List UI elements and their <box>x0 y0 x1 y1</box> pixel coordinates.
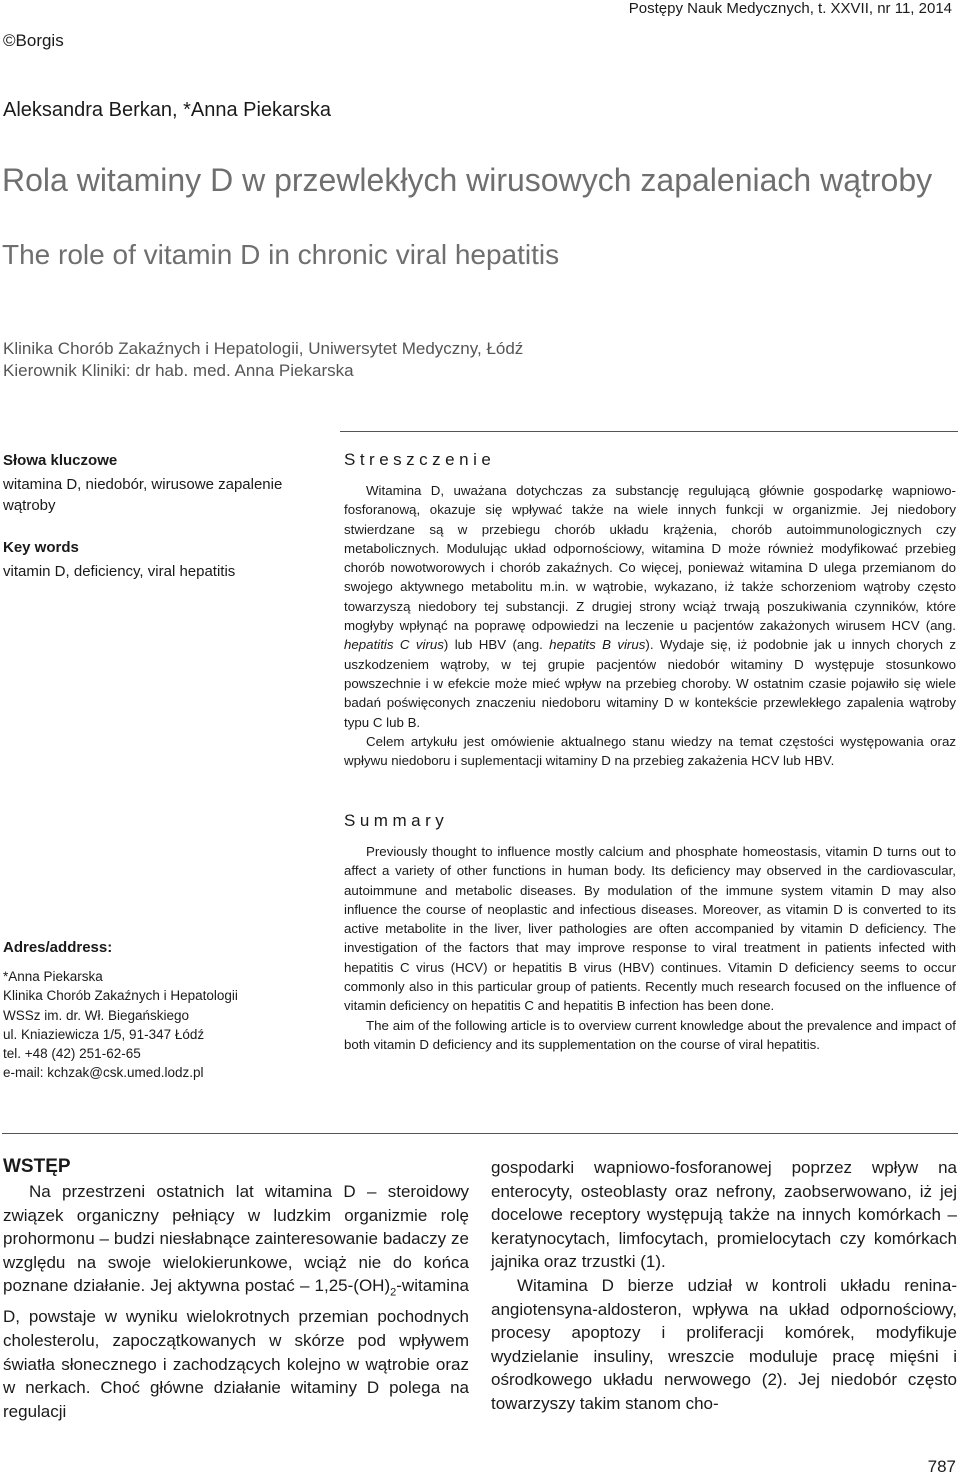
affiliation-line: Kierownik Kliniki: dr hab. med. Anna Piekarska <box>3 361 354 380</box>
abstract-polish <box>344 481 956 770</box>
journal-header: Postępy Nauk Medycznych, t. XXVII, nr 11, 2014 <box>628 0 952 17</box>
publisher-label: ©Borgis <box>3 31 64 50</box>
abstract-english <box>344 842 956 1054</box>
address-line: Klinika Chorób Zakaźnych i Hepatologii <box>3 988 238 1004</box>
divider <box>340 431 958 432</box>
body-paragraph: gospodarki wapniowo-fosforanowej poprzez wpływ na enterocyty, osteoblasty oraz nefrony, zaobserwowano, iż jej docelowe receptory występują także na innych komórkach – keratynocytach, limfocytach, promielocytach czy komórkach jajnika oraz trzustki (1). <box>491 1158 957 1272</box>
keywords-pl-text: witamina D, niedobór, wirusowe zapalenie wątroby <box>3 476 283 514</box>
body-column-right <box>491 1156 957 1416</box>
affiliation-line: Klinika Chorób Zakaźnych i Hepatologii, Uniwersytet Medyczny, Łódź <box>3 339 524 358</box>
keywords-pl-heading: Słowa kluczowe <box>3 452 118 469</box>
address-line: ul. Kniaziewicza 1/5, 91-347 Łódź <box>3 1026 205 1042</box>
keywords-en-heading: Key words <box>3 539 79 556</box>
section-heading-wstep: WSTĘP <box>3 1156 71 1177</box>
summary-heading: Summary <box>344 811 449 830</box>
title-polish: Rola witaminy D w przewlekłych wirusowych zapaleniach wątroby <box>2 162 933 198</box>
keywords-en-text: vitamin D, deficiency, viral hepatitis <box>3 563 236 580</box>
title-english: The role of vitamin D in chronic viral hepatitis <box>2 239 560 270</box>
affiliation <box>3 338 523 382</box>
address-line: tel. +48 (42) 251-62-65 <box>3 1046 141 1062</box>
body-paragraph: Witamina D bierze udział w kontroli układu renina-angiotensyna-aldosteron, wpływa na układ odpornościowy, procesy apoptozy i proliferacji komórek, modyfikuje wydzielanie insuliny, wreszcie moduluje pracę mięśni i ośrodkowego układu nerwowego (2). Jej niedobór często towarzyszy takim stanom cho- <box>491 1275 957 1413</box>
address-line: WSSz im. dr. Wł. Biegańskiego <box>3 1007 190 1023</box>
author-list: Aleksandra Berkan, *Anna Piekarska <box>3 99 331 121</box>
abstract-paragraph: Previously thought to influence mostly calcium and phosphate homeostasis, vitamin D turns out to affect a variety of other functions in human body. Its deficiency may observed in the cardiovascular, autoimmune and metabolic diseases. By modulation of the immune system vitamin D may also influence the course of neoplastic and infectious diseases. Moreover, as vitamin D is converted to its active metabolite in the liver, liver pathologies are often accompanied by vitamin D deficiency. The investigation of the factors that may improve response to viral treatment in patients infected with hepatitis C virus (HCV) or hepatitis B virus (HBV) continues. Vitamin D deficiency seems to occur commonly also in this particular group of patients. Recently much research focused on the influence of vitamin deficiency on hepatitis C and hepatitis B infection has been done. <box>344 844 956 1014</box>
abstract-paragraph: Witamina D, uważana dotychczas za substancję regulującą głównie gospodarkę wapniowo-fosforanową, okazuje się wpływać także na wiele innych funkcji w organizmie. Jej niedobory stwierdzane są w przebiegu chorób układu krążenia, chorób autoimmunologicznych czy metabolicznych. Modulując układ odpornościowy, witamina D może również modyfikować przebieg chorób nowotworowych i chorób zakaźnych. Co więcej, ponieważ witamina D ulega przemianom do swojego aktywnego metabolitu m.in. w wątrobie, wykazano, iż także schorzeniom wątroby często towarzyszą niedobory tej substancji. Z drugiej strony wciąż trwają poszukiwania czynników, które mogłyby wpłynąć na poprawę odpowiedzi na leczenie u pacjentów zakażonych wirusem HCV (ang. hepatitis C virus) lub HBV (ang. hepatits B virus). Wydaje się, iż podobnie jak u innych chorych z uszkodzeniem wątroby, w tej grupie pacjentów niedobór witaminy D występuje stosunkowo powszechnie i w efekcie może mieć wpływ na przebieg choroby. W ostatnim czasie pojawiło się wiele badań poświęconych znaczeniu niedoboru witaminy D w kontekście przewlekłego zapalenia wątroby typu C lub B. <box>344 483 956 730</box>
body-column-left <box>3 1180 469 1423</box>
abstract-paragraph: The aim of the following article is to overview current knowledge about the prevalence and impact of both vitamin D deficiency and its supplementation on the course of viral hepatitis. <box>344 1017 956 1052</box>
email-link[interactable]: e-mail: kchzak@csk.umed.lodz.pl <box>3 1065 204 1081</box>
page-number: 787 <box>927 1457 956 1476</box>
streszczenie-heading: Streszczenie <box>344 450 496 469</box>
abstract-paragraph: Celem artykułu jest omówienie aktualnego stanu wiedzy na temat częstości występowania oraz wpływu niedoboru i suplementacji witaminy D na przebieg zakażenia HCV lub HBV. <box>344 733 956 769</box>
address-line: *Anna Piekarska <box>3 969 103 985</box>
keywords-panel <box>3 451 303 582</box>
address-label: Adres/address: <box>3 939 113 956</box>
correspondence-address <box>3 938 323 1082</box>
divider <box>2 1133 958 1134</box>
body-paragraph: Na przestrzeni ostatnich lat witamina D – steroidowy związek organiczny pełniący w ludzkim organizmie rolę prohormonu – budzi niesłabnące zainteresowanie badaczy ze względu na swoje wielokierunkowe, wciąż nie do końca poznane działanie. Jej aktywna postać – $1,25-(OH)_2$-witamina D, powstaje w wyniku wielokrotnych przemian pochodnych cholesterolu, zapoczątkowanych w skórze pod wpływem światła słonecznego i zachodzących kolejno w wątrobie oraz w nerkach. Choć główne działanie witaminy D polega na regulacji <box>3 1182 469 1421</box>
